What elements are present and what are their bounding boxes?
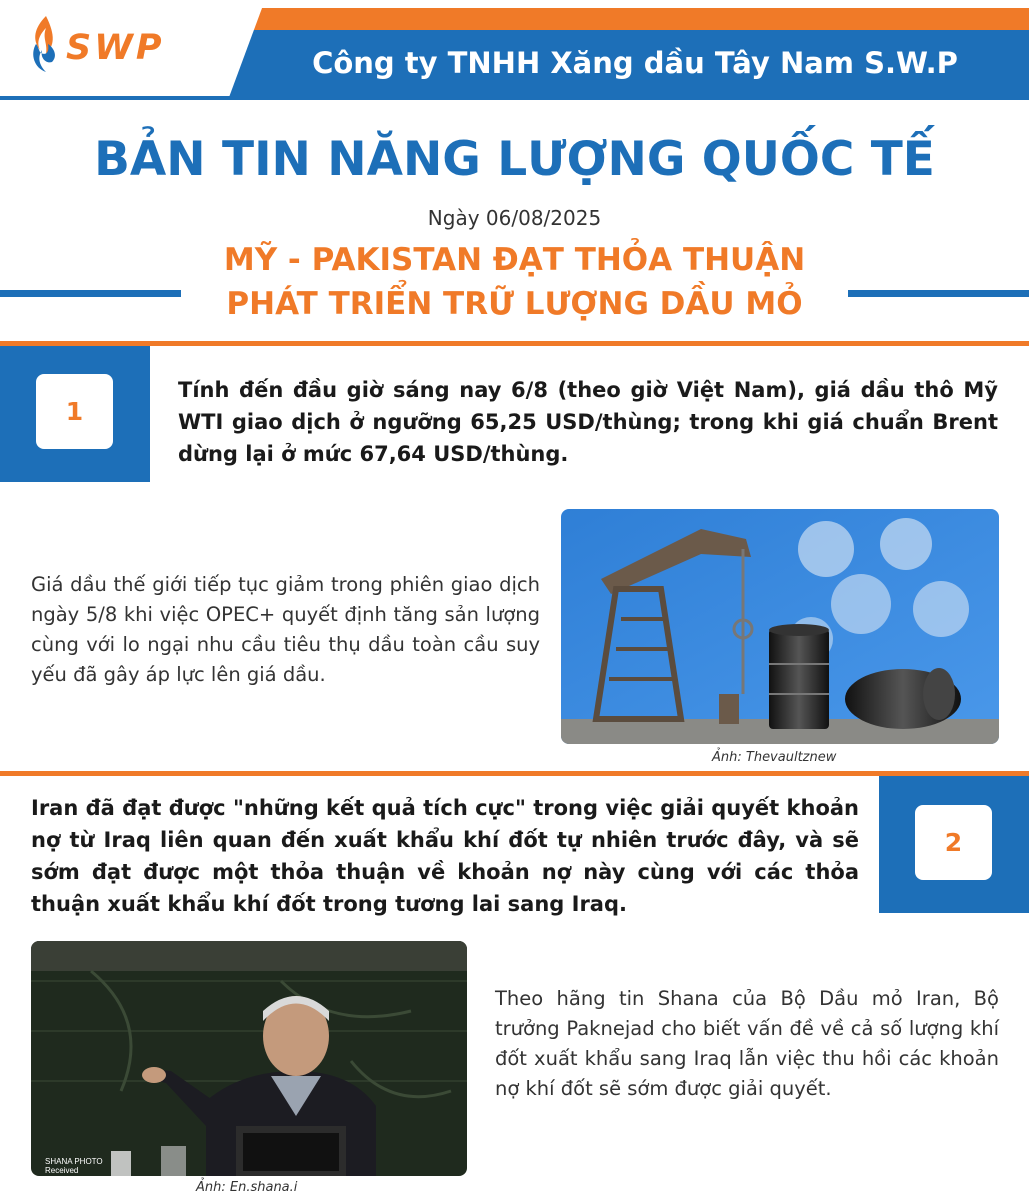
minister-photo [31, 941, 467, 1176]
photo-watermark-line-1: SHANA PHOTO [45, 1157, 103, 1166]
section-1-number-block [0, 346, 150, 482]
section-2-divider [0, 771, 1029, 776]
section-2-body: Theo hãng tin Shana của Bộ Dầu mỏ Iran, Bộ trưởng Paknejad cho biết vấn đề về cả số lượng khí đốt xuất khẩu sang Iraq lẫn việc thu hồi các khoản nợ khí đốt sẽ sớm được giải quyết. [495, 987, 999, 1100]
section-1-photo-caption: Ảnh: Thevaultznew [712, 750, 837, 765]
section-1-highlight: Tính đến đầu giờ sáng nay 6/8 (theo giờ Việt Nam), giá dầu thô Mỹ WTI giao dịch ở ngưỡng 65,25 USD/thùng; trong khi giá chuẩn Brent dừng lại ở mức 67,64 USD/thùng. [178, 378, 998, 466]
photo-watermark-line-2: Received [45, 1166, 79, 1175]
logo-text: SWP [66, 28, 165, 68]
company-name: Công ty TNHH Xăng dầu Tây Nam S.W.P [312, 46, 958, 80]
section-1-number: 1 [36, 374, 113, 449]
section-2-photo-caption: Ảnh: En.shana.i [196, 1180, 298, 1195]
headline-left-rule [0, 290, 181, 297]
section-2-number-block [879, 776, 1029, 913]
section-1-divider [0, 341, 1029, 346]
headline-line-1: MỸ - PAKISTAN ĐẠT THỎA THUẬN [223, 242, 806, 278]
oil-pump-photo [561, 509, 999, 744]
bulletin-date: Ngày 06/08/2025 [427, 206, 602, 230]
headline-right-rule [848, 290, 1029, 297]
bulletin-title: BẢN TIN NĂNG LƯỢNG QUỐC TẾ [94, 132, 935, 187]
section-2-highlight: Iran đã đạt được "những kết quả tích cực" trong việc giải quyết khoản nợ từ Iraq liên quan đến xuất khẩu khí đốt tự nhiên trước đây, và sẽ sớm đạt được một thỏa thuận về khoản nợ này cùng với các thỏa thuận xuất khẩu khí đốt trong tương lai sang Iraq. [31, 796, 859, 916]
section-2-number: 2 [915, 805, 992, 880]
photo-watermark [45, 1157, 103, 1175]
headline [190, 238, 839, 326]
flame-logo-icon [26, 14, 62, 76]
headline-line-2: PHÁT TRIỂN TRỮ LƯỢNG DẦU MỎ [226, 286, 803, 322]
section-1-body: Giá dầu thế giới tiếp tục giảm trong phiên giao dịch ngày 5/8 khi việc OPEC+ quyết định tăng sản lượng cùng với lo ngại nhu cầu tiêu thụ dầu toàn cầu suy yếu đã gây áp lực lên giá dầu. [31, 573, 540, 686]
